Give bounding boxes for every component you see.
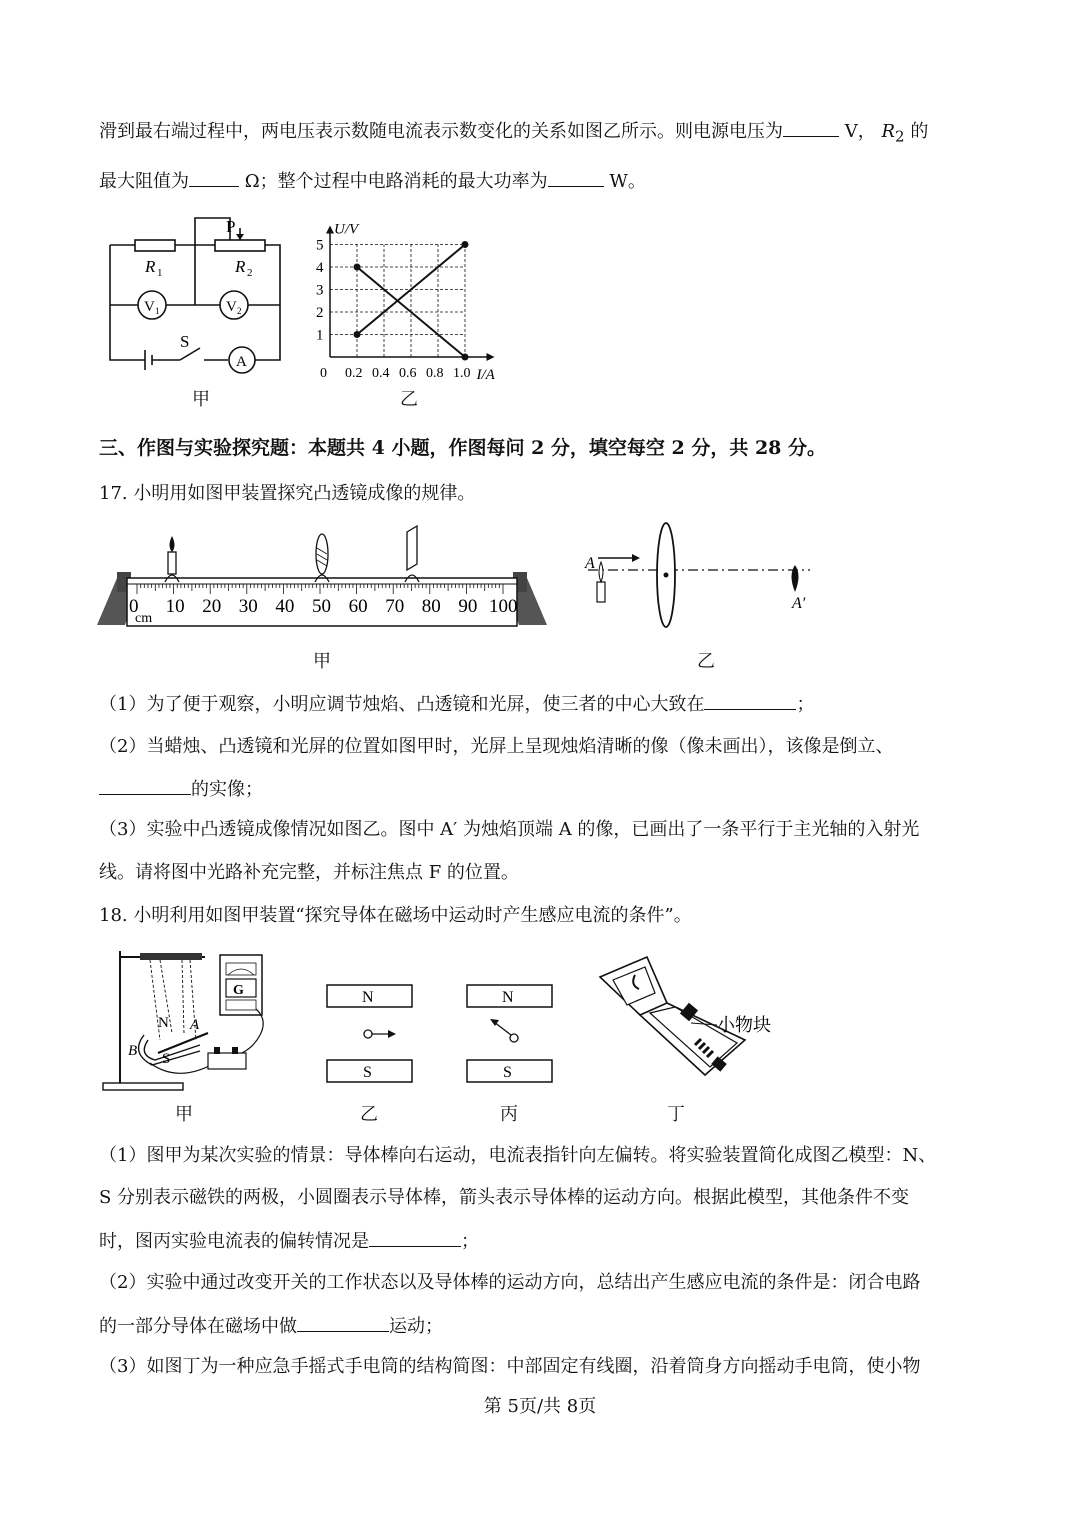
magnet-s-label: S (162, 1051, 171, 1067)
q18-p2-line2 (99, 1313, 443, 1339)
voltmeter-v1-subscript: 1 (155, 306, 160, 316)
point-a-label: A (585, 555, 595, 572)
x-axis-label: I/A (476, 367, 495, 382)
switch-label: S (180, 332, 190, 351)
y-tick-label: 1 (316, 327, 324, 344)
y-axis-arrow (326, 226, 334, 234)
x-tick-label: 0.6 (399, 366, 417, 381)
answer-blank-height[interactable] (704, 691, 796, 710)
q17-p2-line1: （2）当蜡烛、凸透镜和光屏的位置如图甲时，光屏上呈现烛焰清晰的像（像未画出），该像是倒立、 (99, 736, 894, 757)
y-axis-label: U/V (334, 221, 359, 238)
r2-subscript: 2 (895, 127, 905, 146)
model-yi-n-label: N (362, 989, 374, 1006)
x-tick-label: 0 (320, 366, 327, 381)
q17-text: （1）为了便于观察，小明应调节烛焰、凸透镜和光屏，使三者的中心大致在 (99, 694, 705, 715)
magnet-n-label: N (158, 1015, 169, 1031)
bench-scale-label: 20 (202, 596, 222, 617)
optical-bench (95, 520, 555, 640)
caption-jia: 甲 (192, 389, 210, 410)
magnet-model-yi (322, 982, 417, 1087)
bench-unit-label: cm (135, 611, 153, 626)
x-tick-label: 0.2 (345, 366, 363, 381)
galvanometer-g-label: G (233, 983, 244, 998)
caption-yi: 乙 (360, 1104, 378, 1125)
image-a-prime-label: A′ (792, 595, 806, 612)
circuit-diagram (100, 210, 290, 380)
q18-p2-line1: （2）实验中通过改变开关的工作状态以及导体棒的运动方向，总结出产生感应电流的条件是：闭合电路 (99, 1272, 921, 1293)
data-point (462, 354, 469, 361)
data-point (462, 241, 469, 248)
r1-label: R (145, 257, 156, 276)
y-tick-label: 4 (316, 260, 324, 276)
rod-end-b-label: B (128, 1043, 138, 1059)
q17-title: 17. 小明用如图甲装置探究凸透镜成像的规律。 (99, 483, 476, 504)
caption-ding: 丁 (667, 1104, 685, 1125)
u-i-chart (305, 212, 515, 382)
q18-p1-line1: （1）图甲为某次实验的情景：导体棒向右运动，电流表指针向左偏转。将实验装置简化成图乙模型：N、 (99, 1145, 937, 1166)
q16-text: 的 (910, 121, 929, 142)
q17-p2-line2 (99, 776, 263, 802)
bench-scale-label: 60 (348, 596, 368, 617)
bench-scale-label: 10 (165, 596, 185, 617)
slider-p-label: P (226, 217, 236, 236)
bench-scale-label: 100 (489, 596, 518, 617)
r2-symbol: R (881, 121, 896, 142)
bench-scale-label: 80 (421, 596, 441, 617)
bench-scale-label: 50 (312, 596, 331, 617)
x-tick-label: 1.0 (453, 366, 471, 381)
answer-blank-image-size[interactable] (99, 776, 191, 795)
bench-scale-label: 40 (275, 596, 295, 617)
r2-subscript: 2 (247, 267, 253, 279)
q16-text: V， (844, 121, 876, 142)
q18-p1-line2: S 分别表示磁铁的两极，小圆圈表示导体棒，箭头表示导体棒的运动方向。根据此模型，其他条件不变 (99, 1187, 910, 1208)
model-yi-s-label: S (363, 1064, 372, 1081)
section-heading: 三、作图与实验探究题：本题共 4 小题，作图每问 2 分，填空每空 2 分，共 28 分。 (99, 437, 827, 459)
y-tick-label: 2 (316, 305, 324, 321)
answer-blank-motion[interactable] (297, 1313, 389, 1332)
x-tick-label: 0.8 (426, 366, 444, 381)
answer-blank-voltage[interactable] (783, 118, 839, 137)
caption-yi: 乙 (697, 651, 715, 672)
caption-yi: 乙 (400, 389, 418, 410)
magnet-model-bing (462, 982, 557, 1087)
q17-p1 (99, 691, 814, 717)
q18-text: 的一部分导体在磁场中做 (99, 1316, 297, 1337)
page-footer: 第 5页/共 8页 (483, 1396, 597, 1417)
bench-scale-label: 70 (385, 596, 405, 617)
voltmeter-v2-label: V (226, 299, 237, 315)
q17-text: 的实像； (191, 779, 263, 800)
ammeter-label: A (236, 354, 247, 370)
q17-text: ； (796, 694, 815, 715)
q16-text: 最大阻值为 (99, 171, 189, 192)
q17-p3-line2: 线。请将图中光路补充完整，并标注焦点 F 的位置。 (99, 862, 519, 883)
r1-subscript: 1 (157, 267, 163, 279)
caption-jia: 甲 (313, 651, 331, 672)
x-axis-arrow (487, 353, 495, 361)
data-point (354, 264, 361, 271)
caption-jia: 甲 (175, 1104, 193, 1125)
q16-line-1 (99, 118, 928, 149)
bench-scale-label: 90 (458, 596, 478, 617)
q18-title: 18. 小明利用如图甲装置“探究导体在磁场中运动时产生感应电流的条件”。 (99, 905, 692, 926)
q18-text: ； (461, 1231, 479, 1252)
voltmeter-v2-subscript: 2 (237, 306, 242, 316)
bench-scale-label: 0 (129, 596, 139, 617)
bench-scale-label: 30 (238, 596, 258, 617)
r2-label: R (235, 257, 246, 276)
q18-text: 运动； (389, 1316, 443, 1337)
answer-blank-deflection[interactable] (369, 1228, 461, 1247)
q16-line-2 (99, 168, 646, 194)
q18-p3-line1: （3）如图丁为一种应急手摇式手电筒的结构简图：中部固定有线圈，沿着筒身方向摇动手电筒，使小物 (99, 1356, 921, 1377)
rod-end-a-label: A (190, 1017, 200, 1033)
answer-blank-resistance[interactable] (189, 168, 239, 187)
q16-text: Ω；整个过程中电路消耗的最大功率为 (244, 171, 548, 192)
q17-p3-line1: （3）实验中凸透镜成像情况如图乙。图中 A′ 为烛焰顶端 A 的像，已画出了一条平行于主光轴的入射光 (99, 819, 920, 840)
induction-apparatus (100, 945, 280, 1095)
model-bing-s-label: S (503, 1064, 512, 1081)
data-point (354, 331, 361, 338)
lens-ray-diagram (580, 520, 820, 640)
model-bing-n-label: N (502, 989, 514, 1006)
q18-text: 时，图丙实验电流表的偏转情况是 (99, 1231, 369, 1252)
q18-p1-line3 (99, 1228, 479, 1254)
answer-blank-power[interactable] (548, 168, 604, 187)
y-tick-label: 5 (316, 237, 324, 254)
voltmeter-v1-label: V (144, 299, 155, 315)
y-tick-label: 3 (316, 282, 324, 299)
flashlight-diagram (595, 955, 795, 1090)
caption-bing: 丙 (500, 1104, 518, 1125)
q16-text: W。 (609, 171, 646, 192)
x-tick-label: 0.4 (372, 366, 390, 381)
small-block-label: 小物块 (717, 1015, 771, 1035)
q16-text: 滑到最右端过程中，两电压表示数随电流表示数变化的关系如图乙所示。则电源电压为 (99, 121, 783, 142)
